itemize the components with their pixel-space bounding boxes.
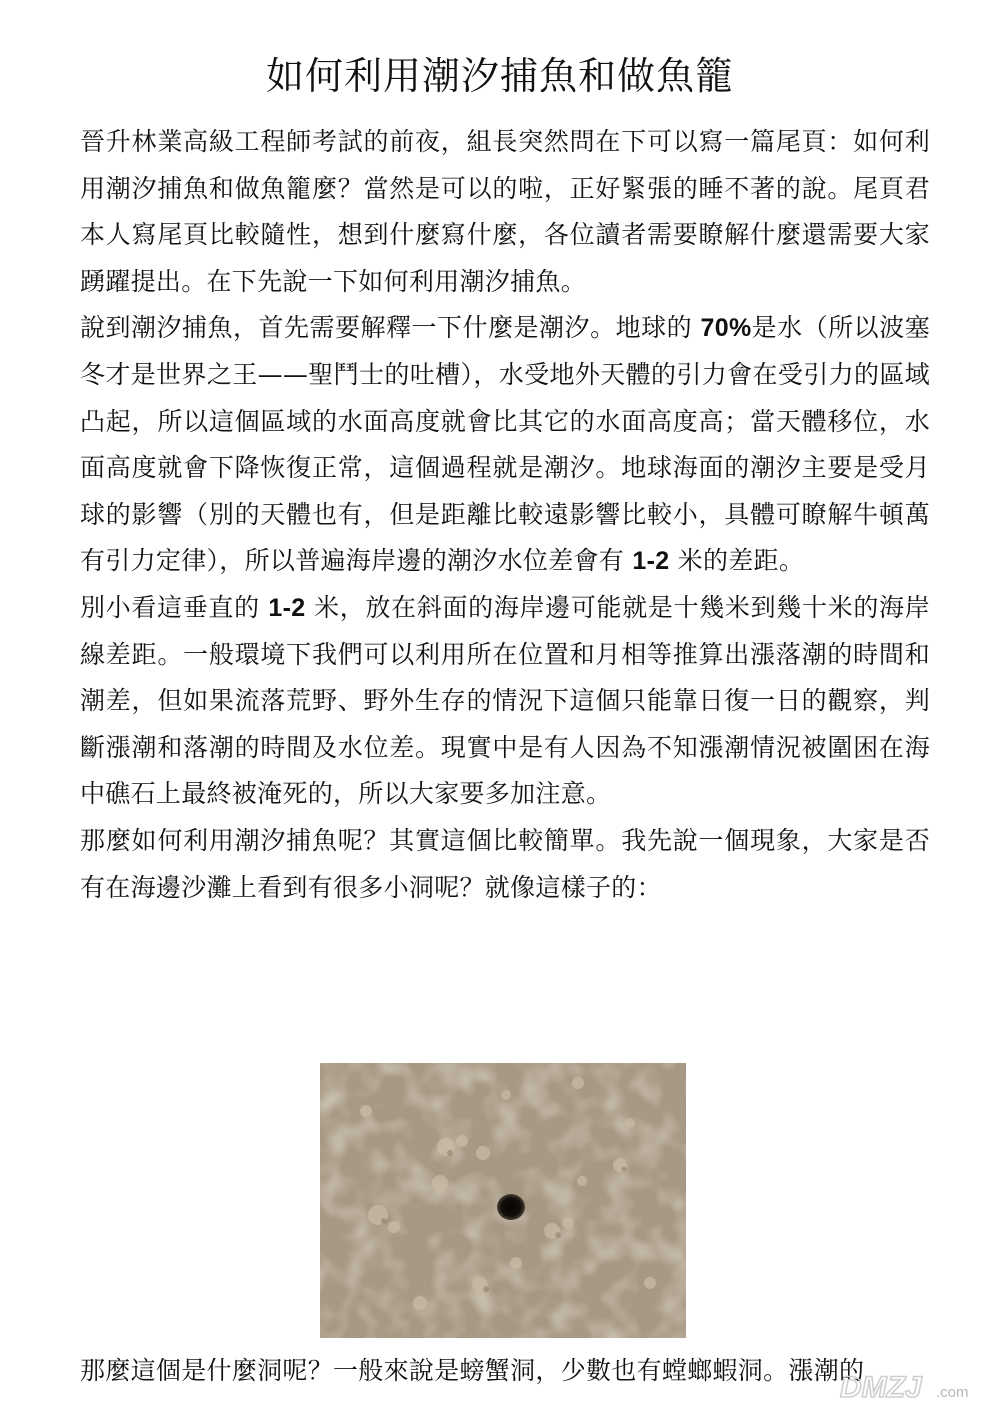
svg-text:DMZJ: DMZJ [840,1371,922,1404]
tide-range-value: 1-2 [632,547,670,576]
article-body [80,119,930,911]
paragraph-tide-warning [80,585,930,818]
paragraph-warning-text-a: 別小看這垂直的 [80,592,269,622]
svg-text:.com: .com [936,1384,969,1401]
page-title: 如何利用潮汐捕魚和做魚籠 [265,54,734,98]
paragraph-tide-explanation [80,305,930,585]
sand-hole-photo [320,1063,686,1338]
paragraph-intro: 晉升林業高級工程師考試的前夜，組長突然問在下可以寫一篇尾頁：如何利用潮汐捕魚和做魚籠麼？當然是可以的啦，正好緊張的睡不著的說。尾頁君本人寫尾頁比較隨性，想到什麼寫什麼，各位讀者需要瞭解什麼還需要大家踴躍提出。在下先說一下如何利用潮汐捕魚。 [80,127,930,296]
paragraph-tide-text-c: 米的差距。 [669,546,805,576]
paragraph-tide-text-b: 是水（所以波塞冬才是世界之王——聖鬥士的吐槽），水受地外天體的引力會在受引力的區域凸起，所以這個區域的水面高度就會比其它的水面高度高；當天體移位，水面高度就會下降恢復正常，這個過程就是潮汐。地球海面的潮汐主要是受月球的影響（別的天體也有，但是距離比較遠影響比較小，具體可瞭解牛頓萬有引力定律），所以普遍海岸邊的潮汐水位差會有 [80,313,930,576]
crab-hole [497,1194,525,1220]
paragraph-tide-text-a: 說到潮汐捕魚，首先需要解釋一下什麼是潮汐。地球的 [80,313,701,343]
sand-photo-image [320,1063,686,1338]
paragraph-warning-text-b: 米，放在斜面的海岸邊可能就是十幾米到幾十米的海岸線差距。一般環境下我們可以利用所在位置和月相等推算出漲落潮的時間和潮差，但如果流落荒野、野外生存的情況下這個只能靠日復一日的觀察，判斷漲潮和落潮的時間及水位差。現實中是有人因為不知漲潮情況被圍困在海中礁石上最終被淹死的，所以大家要多加注意。 [80,592,930,809]
percentage-value: 70% [700,314,752,343]
dmzj-watermark-logo [836,1363,986,1407]
paragraph-crab-hole: 那麼這個是什麼洞呢？一般來說是螃蟹洞，少數也有螳螂蝦洞。漲潮的 [80,1356,865,1385]
vertical-range-value: 1-2 [268,593,306,622]
paragraph-sand-holes: 那麼如何利用潮汐捕魚呢？其實這個比較簡單。我先說一個現象，大家是否有在海邊沙灘上看到有很多小洞呢？就像這樣子的： [80,825,930,902]
